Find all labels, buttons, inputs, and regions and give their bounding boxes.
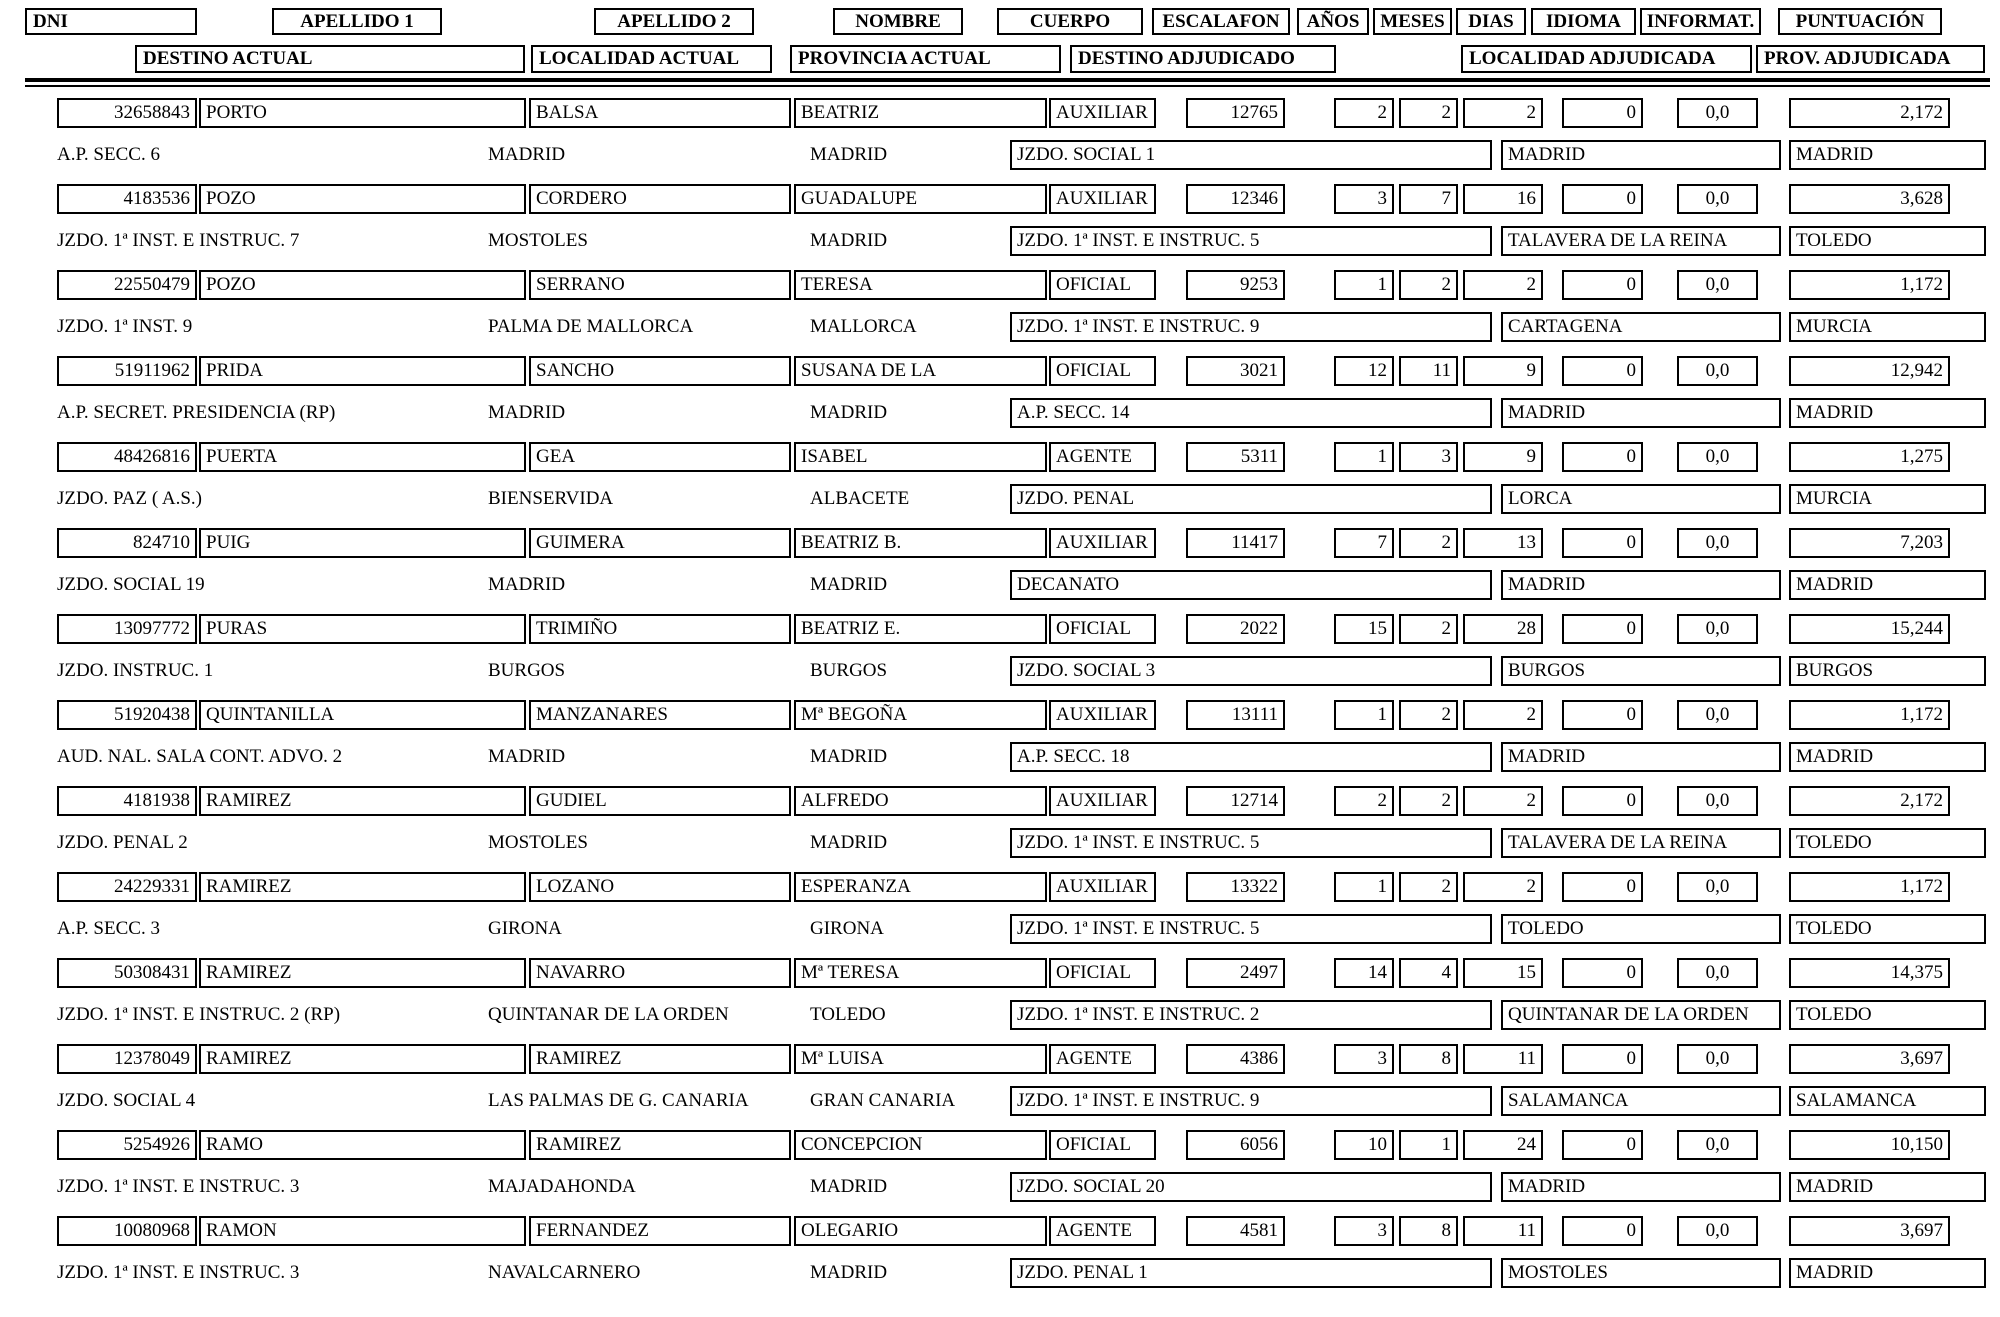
destino-actual-value: A.P. SECC. 3 xyxy=(57,918,160,939)
informat-value: 0,0 xyxy=(1677,442,1758,472)
dni-value: 51920438 xyxy=(57,700,197,730)
header-idioma: IDIOMA xyxy=(1531,8,1636,35)
dni-value: 22550479 xyxy=(57,270,197,300)
localidad-actual-value: LAS PALMAS DE G. CANARIA xyxy=(488,1090,749,1111)
prov-adjudicada-value: MADRID xyxy=(1789,570,1986,600)
escalafon-value: 4581 xyxy=(1186,1216,1285,1246)
cuerpo-value: OFICIAL xyxy=(1049,958,1156,988)
header-localidad-adjudicada: LOCALIDAD ADJUDICADA xyxy=(1461,45,1752,73)
idioma-value: 0 xyxy=(1562,872,1643,902)
idioma-value: 0 xyxy=(1562,356,1643,386)
informat-value: 0,0 xyxy=(1677,356,1758,386)
header-apellido1: APELLIDO 1 xyxy=(272,8,442,35)
localidad-actual-value: BIENSERVIDA xyxy=(488,488,614,509)
header-provincia-actual: PROVINCIA ACTUAL xyxy=(790,45,1061,73)
prov-adjudicada-value: MURCIA xyxy=(1789,484,1986,514)
header-informat: INFORMAT. xyxy=(1640,8,1761,35)
anos-value: 14 xyxy=(1334,958,1394,988)
header-prov-adjudicada: PROV. ADJUDICADA xyxy=(1756,45,1985,73)
cuerpo-value: AGENTE xyxy=(1049,1044,1156,1074)
nombre-value: TERESA xyxy=(794,270,1047,300)
destino-adjudicado-value: JZDO. 1ª INST. E INSTRUC. 9 xyxy=(1010,312,1492,342)
nombre-value: SUSANA DE LA xyxy=(794,356,1047,386)
puntuacion-value: 2,172 xyxy=(1789,98,1950,128)
destino-adjudicado-value: JZDO. 1ª INST. E INSTRUC. 5 xyxy=(1010,226,1492,256)
dias-value: 15 xyxy=(1463,958,1543,988)
destino-adjudicado-value: JZDO. 1ª INST. E INSTRUC. 5 xyxy=(1010,828,1492,858)
anos-value: 3 xyxy=(1334,184,1394,214)
puntuacion-value: 15,244 xyxy=(1789,614,1950,644)
meses-value: 7 xyxy=(1399,184,1458,214)
cuerpo-value: AUXILIAR xyxy=(1049,528,1156,558)
dni-value: 10080968 xyxy=(57,1216,197,1246)
localidad-adjudicada-value: TALAVERA DE LA REINA xyxy=(1501,226,1781,256)
idioma-value: 0 xyxy=(1562,958,1643,988)
meses-value: 2 xyxy=(1399,98,1458,128)
meses-value: 2 xyxy=(1399,786,1458,816)
header-divider xyxy=(25,78,1990,87)
puntuacion-value: 3,697 xyxy=(1789,1044,1950,1074)
prov-adjudicada-value: MADRID xyxy=(1789,140,1986,170)
record xyxy=(0,264,2000,350)
apellido2-value: RAMIREZ xyxy=(529,1130,791,1160)
puntuacion-value: 2,172 xyxy=(1789,786,1950,816)
anos-value: 1 xyxy=(1334,270,1394,300)
dias-value: 2 xyxy=(1463,786,1543,816)
prov-adjudicada-value: MADRID xyxy=(1789,398,1986,428)
escalafon-value: 5311 xyxy=(1186,442,1285,472)
localidad-adjudicada-value: TOLEDO xyxy=(1501,914,1781,944)
anos-value: 7 xyxy=(1334,528,1394,558)
destino-adjudicado-value: DECANATO xyxy=(1010,570,1492,600)
provincia-actual-value: MADRID xyxy=(810,1176,888,1197)
escalafon-value: 13322 xyxy=(1186,872,1285,902)
localidad-adjudicada-value: CARTAGENA xyxy=(1501,312,1781,342)
prov-adjudicada-value: BURGOS xyxy=(1789,656,1986,686)
record xyxy=(0,1210,2000,1296)
anos-value: 3 xyxy=(1334,1216,1394,1246)
localidad-actual-value: NAVALCARNERO xyxy=(488,1262,641,1283)
localidad-adjudicada-value: MADRID xyxy=(1501,742,1781,772)
anos-value: 1 xyxy=(1334,700,1394,730)
header-dias: DIAS xyxy=(1456,8,1526,35)
cuerpo-value: OFICIAL xyxy=(1049,270,1156,300)
nombre-value: BEATRIZ E. xyxy=(794,614,1047,644)
destino-actual-value: A.P. SECRET. PRESIDENCIA (RP) xyxy=(57,402,336,423)
meses-value: 2 xyxy=(1399,872,1458,902)
dni-value: 13097772 xyxy=(57,614,197,644)
localidad-adjudicada-value: TALAVERA DE LA REINA xyxy=(1501,828,1781,858)
apellido2-value: GEA xyxy=(529,442,791,472)
localidad-actual-value: MADRID xyxy=(488,402,566,423)
apellido2-value: CORDERO xyxy=(529,184,791,214)
localidad-actual-value: QUINTANAR DE LA ORDEN xyxy=(488,1004,729,1025)
escalafon-value: 12714 xyxy=(1186,786,1285,816)
provincia-actual-value: MADRID xyxy=(810,230,888,251)
localidad-actual-value: BURGOS xyxy=(488,660,566,681)
puntuacion-value: 1,172 xyxy=(1789,872,1950,902)
anos-value: 12 xyxy=(1334,356,1394,386)
idioma-value: 0 xyxy=(1562,98,1643,128)
cuerpo-value: AUXILIAR xyxy=(1049,700,1156,730)
record xyxy=(0,522,2000,608)
record xyxy=(0,866,2000,952)
apellido2-value: SERRANO xyxy=(529,270,791,300)
cuerpo-value: OFICIAL xyxy=(1049,614,1156,644)
apellido2-value: FERNANDEZ xyxy=(529,1216,791,1246)
prov-adjudicada-value: MADRID xyxy=(1789,742,1986,772)
anos-value: 10 xyxy=(1334,1130,1394,1160)
escalafon-value: 2022 xyxy=(1186,614,1285,644)
nombre-value: ISABEL xyxy=(794,442,1047,472)
localidad-actual-value: MADRID xyxy=(488,746,566,767)
localidad-actual-value: MADRID xyxy=(488,144,566,165)
cuerpo-value: AUXILIAR xyxy=(1049,786,1156,816)
escalafon-value: 6056 xyxy=(1186,1130,1285,1160)
informat-value: 0,0 xyxy=(1677,872,1758,902)
informat-value: 0,0 xyxy=(1677,786,1758,816)
informat-value: 0,0 xyxy=(1677,614,1758,644)
cuerpo-value: AGENTE xyxy=(1049,1216,1156,1246)
idioma-value: 0 xyxy=(1562,786,1643,816)
nombre-value: Mª TERESA xyxy=(794,958,1047,988)
informat-value: 0,0 xyxy=(1677,184,1758,214)
destino-adjudicado-value: JZDO. SOCIAL 3 xyxy=(1010,656,1492,686)
puntuacion-value: 12,942 xyxy=(1789,356,1950,386)
apellido2-value: RAMIREZ xyxy=(529,1044,791,1074)
dias-value: 9 xyxy=(1463,356,1543,386)
apellido1-value: RAMIREZ xyxy=(199,958,526,988)
destino-actual-value: JZDO. 1ª INST. E INSTRUC. 3 xyxy=(57,1262,300,1283)
escalafon-value: 13111 xyxy=(1186,700,1285,730)
puntuacion-value: 10,150 xyxy=(1789,1130,1950,1160)
informat-value: 0,0 xyxy=(1677,1216,1758,1246)
provincia-actual-value: MADRID xyxy=(810,1262,888,1283)
header-nombre: NOMBRE xyxy=(833,8,963,35)
escalafon-value: 12765 xyxy=(1186,98,1285,128)
record xyxy=(0,952,2000,1038)
apellido2-value: MANZANARES xyxy=(529,700,791,730)
meses-value: 4 xyxy=(1399,958,1458,988)
apellido1-value: RAMON xyxy=(199,1216,526,1246)
nombre-value: BEATRIZ B. xyxy=(794,528,1047,558)
puntuacion-value: 1,172 xyxy=(1789,270,1950,300)
apellido1-value: RAMIREZ xyxy=(199,872,526,902)
localidad-adjudicada-value: MADRID xyxy=(1501,140,1781,170)
record xyxy=(0,780,2000,866)
record xyxy=(0,178,2000,264)
prov-adjudicada-value: MADRID xyxy=(1789,1258,1986,1288)
provincia-actual-value: TOLEDO xyxy=(810,1004,886,1025)
escalafon-value: 12346 xyxy=(1186,184,1285,214)
dias-value: 9 xyxy=(1463,442,1543,472)
destino-adjudicado-value: JZDO. SOCIAL 1 xyxy=(1010,140,1492,170)
nombre-value: Mª BEGOÑA xyxy=(794,700,1047,730)
apellido1-value: PURAS xyxy=(199,614,526,644)
informat-value: 0,0 xyxy=(1677,958,1758,988)
puntuacion-value: 1,275 xyxy=(1789,442,1950,472)
localidad-actual-value: MADRID xyxy=(488,574,566,595)
localidad-actual-value: GIRONA xyxy=(488,918,562,939)
dias-value: 16 xyxy=(1463,184,1543,214)
provincia-actual-value: GIRONA xyxy=(810,918,884,939)
header-cuerpo: CUERPO xyxy=(997,8,1143,35)
destino-adjudicado-value: JZDO. PENAL xyxy=(1010,484,1492,514)
provincia-actual-value: MADRID xyxy=(810,574,888,595)
dni-value: 48426816 xyxy=(57,442,197,472)
destino-adjudicado-value: JZDO. 1ª INST. E INSTRUC. 5 xyxy=(1010,914,1492,944)
informat-value: 0,0 xyxy=(1677,270,1758,300)
prov-adjudicada-value: TOLEDO xyxy=(1789,828,1986,858)
prov-adjudicada-value: MURCIA xyxy=(1789,312,1986,342)
puntuacion-value: 14,375 xyxy=(1789,958,1950,988)
escalafon-value: 2497 xyxy=(1186,958,1285,988)
localidad-actual-value: MOSTOLES xyxy=(488,832,588,853)
idioma-value: 0 xyxy=(1562,442,1643,472)
idioma-value: 0 xyxy=(1562,270,1643,300)
nombre-value: ESPERANZA xyxy=(794,872,1047,902)
nombre-value: Mª LUISA xyxy=(794,1044,1047,1074)
nombre-value: OLEGARIO xyxy=(794,1216,1047,1246)
cuerpo-value: AGENTE xyxy=(1049,442,1156,472)
destino-actual-value: JZDO. PAZ ( A.S.) xyxy=(57,488,202,509)
nombre-value: GUADALUPE xyxy=(794,184,1047,214)
localidad-adjudicada-value: MOSTOLES xyxy=(1501,1258,1781,1288)
puntuacion-value: 3,697 xyxy=(1789,1216,1950,1246)
informat-value: 0,0 xyxy=(1677,1130,1758,1160)
idioma-value: 0 xyxy=(1562,528,1643,558)
nombre-value: CONCEPCION xyxy=(794,1130,1047,1160)
dias-value: 28 xyxy=(1463,614,1543,644)
destino-actual-value: JZDO. 1ª INST. 9 xyxy=(57,316,193,337)
puntuacion-value: 1,172 xyxy=(1789,700,1950,730)
anos-value: 2 xyxy=(1334,98,1394,128)
localidad-adjudicada-value: BURGOS xyxy=(1501,656,1781,686)
apellido1-value: POZO xyxy=(199,184,526,214)
cuerpo-value: OFICIAL xyxy=(1049,356,1156,386)
idioma-value: 0 xyxy=(1562,184,1643,214)
record xyxy=(0,92,2000,178)
apellido1-value: RAMIREZ xyxy=(199,1044,526,1074)
prov-adjudicada-value: MADRID xyxy=(1789,1172,1986,1202)
dias-value: 2 xyxy=(1463,872,1543,902)
destino-actual-value: A.P. SECC. 6 xyxy=(57,144,160,165)
destino-actual-value: JZDO. SOCIAL 19 xyxy=(57,574,205,595)
record xyxy=(0,1038,2000,1124)
dni-value: 12378049 xyxy=(57,1044,197,1074)
destino-actual-value: JZDO. 1ª INST. E INSTRUC. 3 xyxy=(57,1176,300,1197)
destino-adjudicado-value: JZDO. 1ª INST. E INSTRUC. 2 xyxy=(1010,1000,1492,1030)
destino-actual-value: JZDO. PENAL 2 xyxy=(57,832,188,853)
destino-actual-value: JZDO. SOCIAL 4 xyxy=(57,1090,196,1111)
apellido2-value: SANCHO xyxy=(529,356,791,386)
destino-actual-value: JZDO. 1ª INST. E INSTRUC. 2 (RP) xyxy=(57,1004,341,1025)
record xyxy=(0,1124,2000,1210)
escalafon-value: 9253 xyxy=(1186,270,1285,300)
record xyxy=(0,350,2000,436)
provincia-actual-value: MADRID xyxy=(810,402,888,423)
dias-value: 11 xyxy=(1463,1044,1543,1074)
record xyxy=(0,694,2000,780)
header-escalafon: ESCALAFON xyxy=(1152,8,1290,35)
dni-value: 50308431 xyxy=(57,958,197,988)
apellido1-value: QUINTANILLA xyxy=(199,700,526,730)
idioma-value: 0 xyxy=(1562,700,1643,730)
anos-value: 3 xyxy=(1334,1044,1394,1074)
informat-value: 0,0 xyxy=(1677,528,1758,558)
record xyxy=(0,436,2000,522)
header-meses: MESES xyxy=(1373,8,1452,35)
destino-adjudicado-value: A.P. SECC. 14 xyxy=(1010,398,1492,428)
informat-value: 0,0 xyxy=(1677,700,1758,730)
destino-adjudicado-value: JZDO. SOCIAL 20 xyxy=(1010,1172,1492,1202)
localidad-adjudicada-value: SALAMANCA xyxy=(1501,1086,1781,1116)
localidad-adjudicada-value: LORCA xyxy=(1501,484,1781,514)
records xyxy=(0,92,2000,1296)
apellido1-value: RAMIREZ xyxy=(199,786,526,816)
localidad-adjudicada-value: MADRID xyxy=(1501,1172,1781,1202)
record xyxy=(0,608,2000,694)
cuerpo-value: OFICIAL xyxy=(1049,1130,1156,1160)
apellido2-value: LOZANO xyxy=(529,872,791,902)
apellido1-value: POZO xyxy=(199,270,526,300)
apellido2-value: GUIMERA xyxy=(529,528,791,558)
anos-value: 1 xyxy=(1334,442,1394,472)
header-destino-adjudicado: DESTINO ADJUDICADO xyxy=(1070,45,1336,73)
informat-value: 0,0 xyxy=(1677,1044,1758,1074)
dias-value: 24 xyxy=(1463,1130,1543,1160)
apellido2-value: GUDIEL xyxy=(529,786,791,816)
provincia-actual-value: MALLORCA xyxy=(810,316,917,337)
dias-value: 2 xyxy=(1463,270,1543,300)
localidad-adjudicada-value: QUINTANAR DE LA ORDEN xyxy=(1501,1000,1781,1030)
provincia-actual-value: MADRID xyxy=(810,144,888,165)
provincia-actual-value: BURGOS xyxy=(810,660,888,681)
meses-value: 11 xyxy=(1399,356,1458,386)
apellido1-value: PUIG xyxy=(199,528,526,558)
apellido1-value: PORTO xyxy=(199,98,526,128)
idioma-value: 0 xyxy=(1562,1044,1643,1074)
destino-actual-value: AUD. NAL. SALA CONT. ADVO. 2 xyxy=(57,746,343,767)
idioma-value: 0 xyxy=(1562,614,1643,644)
meses-value: 8 xyxy=(1399,1216,1458,1246)
provincia-actual-value: MADRID xyxy=(810,746,888,767)
meses-value: 2 xyxy=(1399,700,1458,730)
meses-value: 8 xyxy=(1399,1044,1458,1074)
header-destino-actual: DESTINO ACTUAL xyxy=(135,45,525,73)
nombre-value: ALFREDO xyxy=(794,786,1047,816)
apellido2-value: TRIMIÑO xyxy=(529,614,791,644)
meses-value: 2 xyxy=(1399,270,1458,300)
escalafon-value: 11417 xyxy=(1186,528,1285,558)
localidad-actual-value: PALMA DE MALLORCA xyxy=(488,316,694,337)
nombre-value: BEATRIZ xyxy=(794,98,1047,128)
meses-value: 1 xyxy=(1399,1130,1458,1160)
header-anos: AÑOS xyxy=(1297,8,1369,35)
puntuacion-value: 3,628 xyxy=(1789,184,1950,214)
escalafon-value: 3021 xyxy=(1186,356,1285,386)
destino-adjudicado-value: JZDO. 1ª INST. E INSTRUC. 9 xyxy=(1010,1086,1492,1116)
dias-value: 2 xyxy=(1463,98,1543,128)
header-apellido2: APELLIDO 2 xyxy=(594,8,754,35)
apellido1-value: PUERTA xyxy=(199,442,526,472)
destino-actual-value: JZDO. INSTRUC. 1 xyxy=(57,660,214,681)
meses-value: 2 xyxy=(1399,614,1458,644)
provincia-actual-value: MADRID xyxy=(810,832,888,853)
dni-value: 824710 xyxy=(57,528,197,558)
meses-value: 3 xyxy=(1399,442,1458,472)
dni-value: 32658843 xyxy=(57,98,197,128)
prov-adjudicada-value: SALAMANCA xyxy=(1789,1086,1986,1116)
informat-value: 0,0 xyxy=(1677,98,1758,128)
header-dni: DNI xyxy=(25,8,197,35)
provincia-actual-value: ALBACETE xyxy=(810,488,910,509)
provincia-actual-value: GRAN CANARIA xyxy=(810,1090,956,1111)
puntuacion-value: 7,203 xyxy=(1789,528,1950,558)
localidad-adjudicada-value: MADRID xyxy=(1501,570,1781,600)
localidad-actual-value: MAJADAHONDA xyxy=(488,1176,636,1197)
anos-value: 15 xyxy=(1334,614,1394,644)
meses-value: 2 xyxy=(1399,528,1458,558)
cuerpo-value: AUXILIAR xyxy=(1049,98,1156,128)
prov-adjudicada-value: TOLEDO xyxy=(1789,1000,1986,1030)
dni-value: 4181938 xyxy=(57,786,197,816)
idioma-value: 0 xyxy=(1562,1216,1643,1246)
prov-adjudicada-value: TOLEDO xyxy=(1789,226,1986,256)
dni-value: 24229331 xyxy=(57,872,197,902)
dias-value: 2 xyxy=(1463,700,1543,730)
dni-value: 4183536 xyxy=(57,184,197,214)
idioma-value: 0 xyxy=(1562,1130,1643,1160)
destino-adjudicado-value: A.P. SECC. 18 xyxy=(1010,742,1492,772)
cuerpo-value: AUXILIAR xyxy=(1049,872,1156,902)
prov-adjudicada-value: TOLEDO xyxy=(1789,914,1986,944)
destino-adjudicado-value: JZDO. PENAL 1 xyxy=(1010,1258,1492,1288)
dias-value: 11 xyxy=(1463,1216,1543,1246)
header-localidad-actual: LOCALIDAD ACTUAL xyxy=(531,45,772,73)
localidad-adjudicada-value: MADRID xyxy=(1501,398,1781,428)
dni-value: 51911962 xyxy=(57,356,197,386)
destino-actual-value: JZDO. 1ª INST. E INSTRUC. 7 xyxy=(57,230,300,251)
apellido2-value: NAVARRO xyxy=(529,958,791,988)
anos-value: 2 xyxy=(1334,786,1394,816)
apellido1-value: RAMO xyxy=(199,1130,526,1160)
apellido1-value: PRIDA xyxy=(199,356,526,386)
apellido2-value: BALSA xyxy=(529,98,791,128)
anos-value: 1 xyxy=(1334,872,1394,902)
cuerpo-value: AUXILIAR xyxy=(1049,184,1156,214)
dni-value: 5254926 xyxy=(57,1130,197,1160)
dias-value: 13 xyxy=(1463,528,1543,558)
localidad-actual-value: MOSTOLES xyxy=(488,230,588,251)
escalafon-value: 4386 xyxy=(1186,1044,1285,1074)
header-puntuacion: PUNTUACIÓN xyxy=(1778,8,1942,35)
